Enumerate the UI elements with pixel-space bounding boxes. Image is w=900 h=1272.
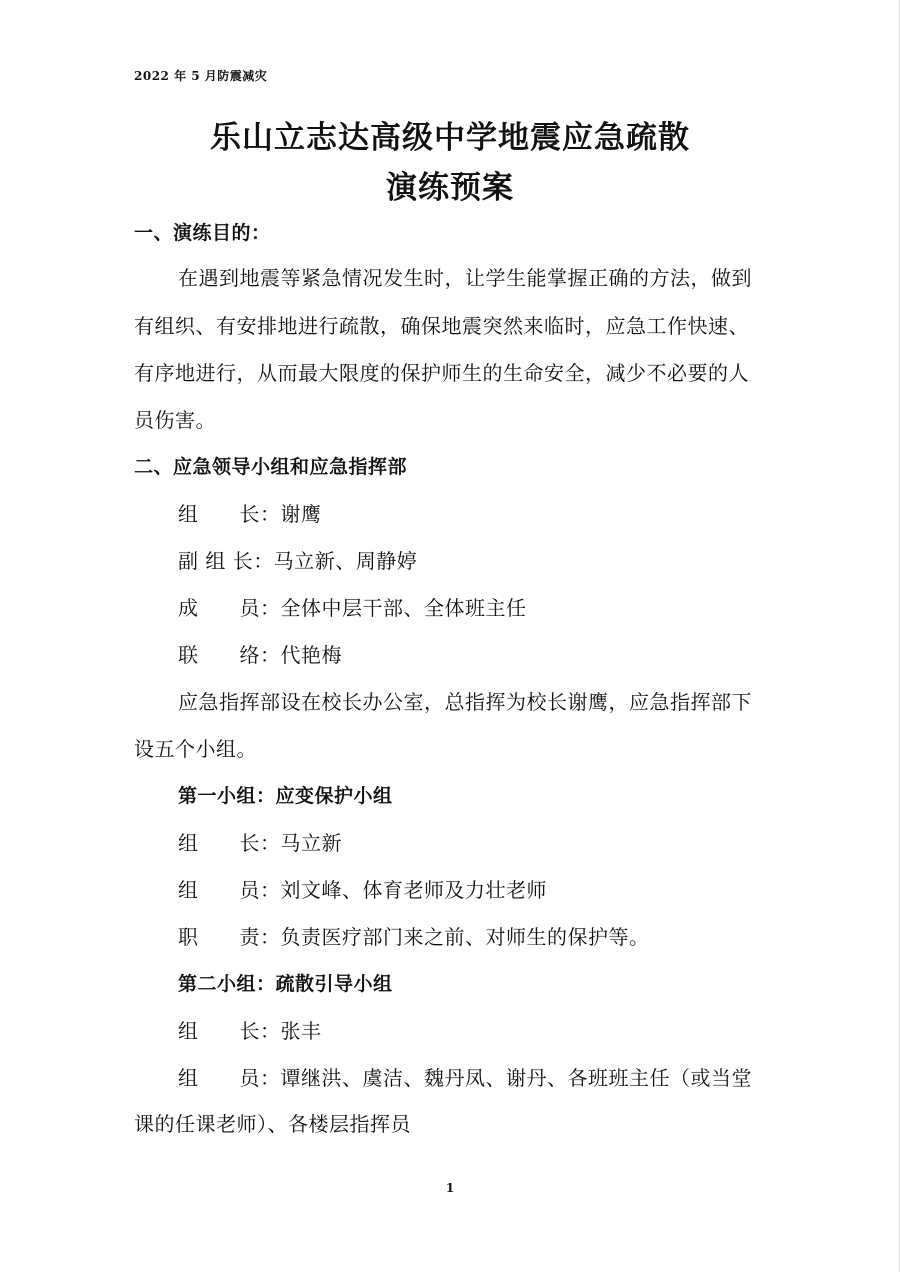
page-header: 2022 年 5 月防震减灾 — [134, 69, 268, 83]
role-row — [178, 1015, 322, 1044]
paragraph-line: 员伤害。 — [134, 408, 216, 432]
role-label: 组 员： — [178, 1066, 281, 1090]
role-row — [178, 921, 650, 950]
role-value: 马立新、周静婷 — [273, 549, 418, 573]
role-row — [178, 639, 342, 668]
section-heading-leadership: 二、应急领导小组和应急指挥部 — [134, 456, 408, 478]
role-value: 负责医疗部门来之前、对师生的保护等。 — [280, 925, 650, 949]
role-label: 副 组 长： — [178, 549, 274, 573]
role-label: 职 责： — [178, 925, 281, 949]
document-title-line-1: 乐山立志达高级中学地震应急疏散 — [210, 120, 690, 156]
role-row — [178, 498, 322, 527]
document-title-line-2: 演练预案 — [386, 170, 514, 206]
paragraph-line: 在遇到地震等紧急情况发生时，让学生能掌握正确的方法，做到 — [178, 266, 752, 290]
subsection-heading-group-1: 第一小组：应变保护小组 — [178, 785, 393, 807]
role-value: 谢鹰 — [280, 502, 322, 526]
paragraph-line: 课的任课老师）、各楼层指挥员 — [134, 1112, 411, 1136]
paragraph-line: 有组织、有安排地进行疏散，确保地震突然来临时，应急工作快速、 — [134, 314, 749, 338]
section-heading-purpose: 一、演练目的： — [134, 222, 271, 244]
role-value: 全体中层干部、全体班主任 — [280, 596, 527, 620]
role-row — [178, 1062, 752, 1091]
role-label: 联 络： — [178, 643, 281, 667]
paragraph-line: 有序地进行，从而最大限度的保护师生的生命安全，减少不必要的人 — [134, 361, 749, 385]
paragraph-line: 应急指挥部设在校长办公室，总指挥为校长谢鹰，应急指挥部下 — [178, 690, 752, 714]
role-label: 组 长： — [178, 831, 281, 855]
role-value: 张丰 — [280, 1019, 322, 1043]
role-label: 组 员： — [178, 878, 281, 902]
role-value: 代艳梅 — [280, 643, 342, 667]
role-row — [178, 592, 527, 621]
role-label: 组 长： — [178, 502, 281, 526]
role-label: 组 长： — [178, 1019, 281, 1043]
role-label: 成 员： — [178, 596, 281, 620]
role-row — [178, 827, 342, 856]
role-row — [178, 545, 417, 574]
role-row — [178, 874, 547, 903]
subsection-heading-group-2: 第二小组：疏散引导小组 — [178, 973, 393, 995]
role-value: 马立新 — [280, 831, 342, 855]
paragraph-line: 设五个小组。 — [134, 737, 257, 761]
role-value: 谭继洪、虞洁、魏丹凤、谢丹、各班班主任（或当堂 — [280, 1066, 752, 1090]
page-number: 1 — [445, 1181, 455, 1195]
role-value: 刘文峰、体育老师及力壮老师 — [280, 878, 547, 902]
